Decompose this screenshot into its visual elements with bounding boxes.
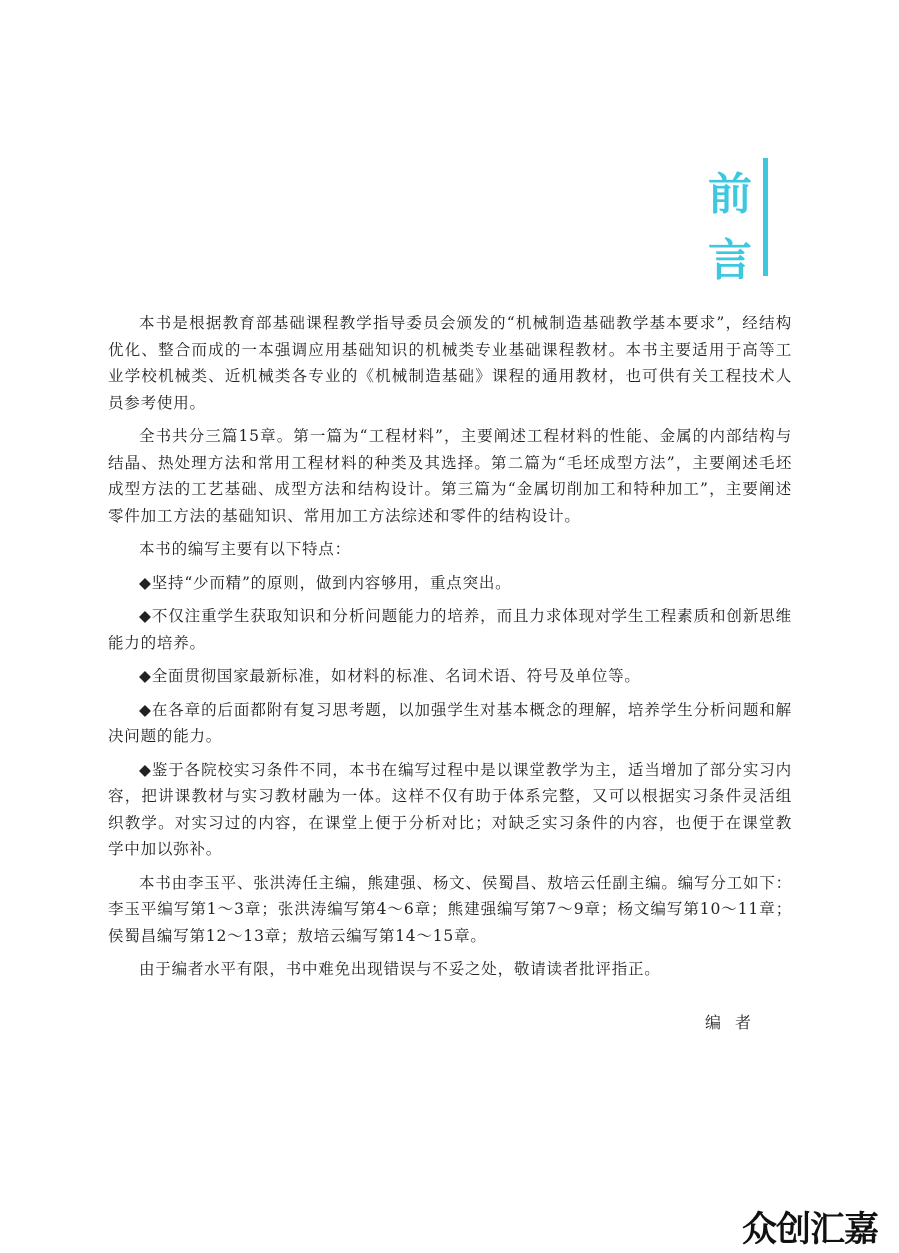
title-char-1: 前 (708, 169, 752, 220)
paragraph-intro: 本书是根据教育部基础课程教学指导委员会颁发的“机械制造基础教学基本要求”，经结构优化、整合而成的一本强调应用基础知识的机械类专业基础课程教材。本书主要适用于高等工业学校机械类、近机械类各专业的《机械制造基础》课程的通用教材，也可供有关工程技术人员参考使用。 (108, 314, 792, 412)
signature: 编者 (705, 1013, 766, 1032)
watermark-logo: 众创汇嘉 (742, 1208, 899, 1253)
page-title (700, 162, 760, 294)
title-char-2: 言 (708, 235, 752, 286)
paragraph-feature-1: ◆坚持“少而精”的原则，做到内容够用，重点突出。 (139, 573, 512, 592)
paragraph-closing: 由于编者水平有限，书中难免出现错误与不妥之处，敬请读者批评指正。 (139, 960, 661, 978)
paragraph-features-heading: 本书的编写主要有以下特点： (139, 540, 351, 558)
paragraph-structure: 全书共分三篇15章。第一篇为“工程材料”，主要阐述工程材料的性能、金属的内部结构与结晶、热处理方法和常用工程材料的种类及其选择。第二篇为“毛坯成型方法”，主要阐述毛坯成型方法的工艺基础、成型方法和结构设计。第三篇为“金属切削加工和特种加工”，主要阐述零件加工方法的基础知识、常用加工方法综述和零件的结构设计。 (108, 427, 792, 525)
title-accent-bar (763, 158, 768, 276)
paragraph-feature-4: ◆在各章的后面都附有复习思考题，以加强学生对基本概念的理解，培养学生分析问题和解决问题的能力。 (108, 700, 792, 745)
preface-body (108, 310, 792, 990)
paragraph-feature-2: ◆不仅注重学生获取知识和分析问题能力的培养，而且力求体现对学生工程素质和创新思维能力的培养。 (108, 607, 792, 652)
paragraph-feature-3: ◆全面贯彻国家最新标准，如材料的标准、名词术语、符号及单位等。 (139, 667, 641, 685)
paragraph-authors: 本书由李玉平、张洪涛任主编，熊建强、杨文、侯蜀昌、敖培云任副主编。编写分工如下：李玉平编写第1～3章；张洪涛编写第4～6章；熊建强编写第7～9章；杨文编写第10～11章；侯蜀昌编写第12～13章；敖培云编写第14～15章。 (108, 873, 792, 945)
paragraph-feature-5: ◆鉴于各院校实习条件不同，本书在编写过程中是以课堂教学为主，适当增加了部分实习内容，把讲课教材与实习教材融为一体。这样不仅有助于体系完整，又可以根据实习条件灵活组织教学。对实习过的内容，在课堂上便于分析对比；对缺乏实习条件的内容，也便于在课堂教学中加以弥补。 (108, 760, 792, 858)
